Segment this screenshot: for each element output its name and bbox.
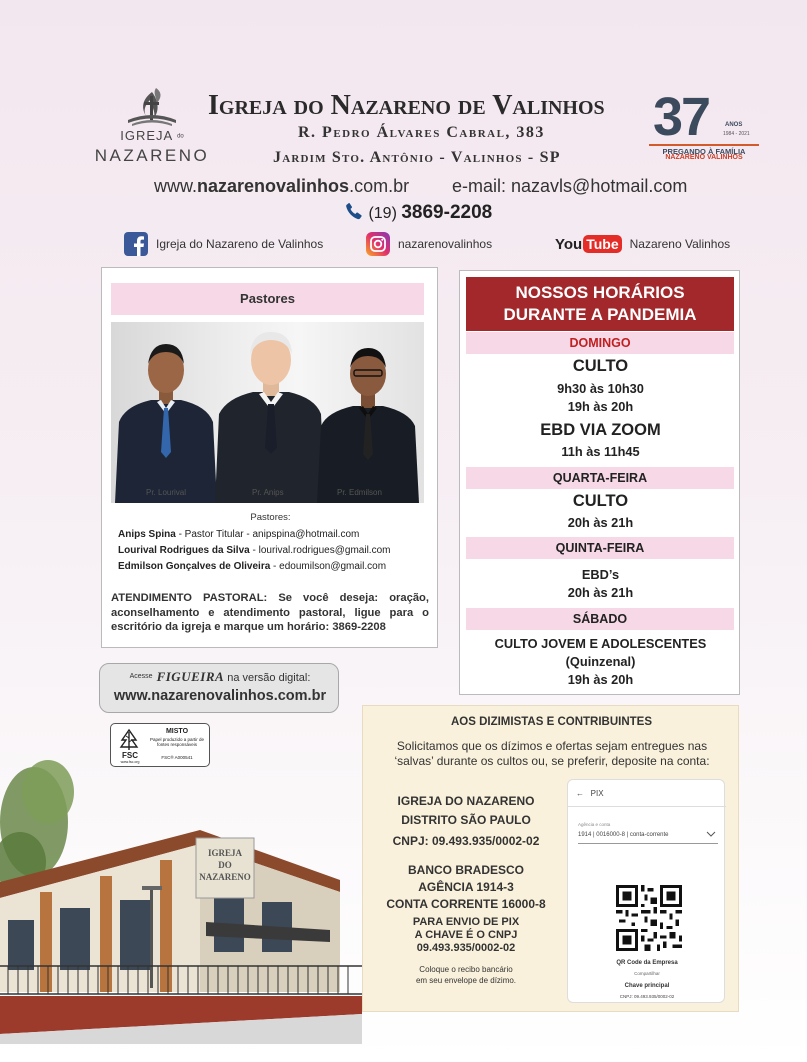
youtube-label: Nazareno Valinhos [629, 237, 731, 251]
org-cnpj: CNPJ: 09.493.935/0002-02 [392, 834, 540, 848]
divider [578, 843, 718, 844]
figueira-digital-banner[interactable] [99, 663, 339, 713]
agency-value[interactable]: 1914 | 0016000-8 | conta-corrente [578, 832, 669, 838]
bank-agency: AGÊNCIA 1914-3 [418, 880, 514, 894]
page-title: Igreja do Nazareno de Valinhos [208, 90, 605, 121]
pix-app-screen [567, 779, 725, 1003]
service-time: 19h às 20h [567, 672, 634, 687]
day-quinta: QUINTA-FEIRA [466, 537, 734, 559]
service-culto: CULTO [572, 492, 629, 510]
key-label: Chave principal [624, 983, 670, 989]
service-ebd-zoom: EBD VIA ZOOM [540, 421, 661, 439]
key-value: CNPJ: 09.493.935/0002-02 [619, 994, 675, 999]
pastors-photo-illustration [111, 322, 424, 503]
receipt-note: em seu envelope de dízimo. [415, 976, 517, 985]
service-jovem: CULTO JOVEM E ADOLESCENTES [494, 636, 707, 651]
instagram-icon [366, 232, 390, 256]
anniversary-badge [643, 87, 758, 172]
flame-cross-icon [122, 86, 182, 128]
receipt-note: Coloque o recibo bancário [419, 965, 513, 974]
service-time: 20h às 21h [567, 515, 634, 530]
pastor-row: Lourival Rodrigues da Silva - lourival.rodrigues@gmail.com [118, 545, 391, 556]
back-arrow-icon[interactable]: ← [576, 789, 584, 798]
logo-text-igreja: IGREJA do [120, 128, 184, 143]
badge-anos: ANOS [725, 122, 743, 128]
youtube-link[interactable] [555, 230, 730, 258]
tithes-panel [362, 705, 739, 1012]
agency-label: Agência e conta [578, 822, 611, 827]
facebook-label: Igreja do Nazareno de Valinhos [156, 237, 324, 251]
pastor-email[interactable]: lourival.rodrigues@gmail.com [258, 545, 391, 556]
photo-caption-anips: Pr. Anips [252, 488, 284, 497]
schedule-title: NOSSOS HORÁRIOS DURANTE A PANDEMIA [466, 277, 734, 331]
pastor-email[interactable]: anipspina@hotmail.com [252, 529, 360, 540]
photo-caption-lourival: Pr. Lourival [146, 488, 187, 497]
service-time: 11h às 11h45 [561, 444, 640, 459]
badge-church: NAZARENO VALINHOS [665, 154, 743, 161]
fsc-label: FSC www.fsc.org MISTO Papel produzido a partir de fontes responsáveis FSC® A000541 [110, 723, 210, 767]
schedule-panel [459, 270, 740, 695]
figueira-url[interactable]: www.nazarenovalinhos.com.br [113, 688, 327, 704]
pastor-row: Edmilson Gonçalves de Oliveira - edoumilson@gmail.com [118, 561, 387, 572]
pix-instruction: PARA ENVIO DE PIX [412, 916, 520, 928]
pastors-header: Pastores [111, 283, 424, 315]
service-time: 20h às 21h [567, 585, 634, 600]
fsc-tree-icon [117, 728, 141, 752]
phone-icon [344, 201, 364, 221]
pastor-email[interactable]: edoumilson@gmail.com [279, 561, 387, 572]
church-building-image [0, 752, 362, 1044]
qr-title: QR Code da Empresa [616, 960, 678, 966]
day-domingo: DOMINGO [466, 332, 734, 354]
address-street: R. Pedro Álvares Cabral, 383 [298, 124, 545, 141]
org-name: IGREJA DO NAZARENO [397, 794, 535, 808]
service-ebds: EBD’s [581, 567, 620, 582]
pastors-panel [101, 267, 438, 648]
share-link[interactable]: Compartilhar [634, 971, 660, 976]
service-time: 19h às 20h [567, 399, 634, 414]
address-city: Jardim Sto. Antônio - Valinhos - SP [273, 149, 561, 166]
divider [568, 806, 726, 807]
pastors-list-label: Pastores: [250, 512, 291, 523]
org-district: DISTRITO SÃO PAULO [401, 813, 531, 827]
service-frequency: (Quinzenal) [565, 654, 636, 669]
pastor-row: Anips Spina - Pastor Titular - anipspina@hotmail.com [118, 529, 360, 540]
facebook-link[interactable] [124, 230, 323, 258]
figueira-line: $^{Acesse}$ FIGUEIRA na versão digital: [129, 669, 311, 684]
chevron-down-icon[interactable] [706, 830, 716, 838]
pastoral-care-text: ATENDIMENTO PASTORAL: Se você deseja: oração, aconselhamento e atendimento pastoral, ligue para o escritório da igreja e marque um horário: 3869-2208 [111, 592, 429, 633]
bank-name: BANCO BRADESCO [407, 863, 524, 877]
facebook-icon [124, 232, 148, 256]
service-culto: CULTO [572, 357, 629, 375]
photo-caption-edmilson: Pr. Edmilson [337, 488, 382, 497]
logo-text-nazareno: NAZARENO [94, 146, 210, 165]
pix-header: ← PIX [576, 789, 604, 798]
website-link[interactable]: www.nazarenovalinhos.com.br [154, 176, 410, 196]
church-sign-line: DO [218, 860, 232, 870]
bank-account: CONTA CORRENTE 16000-8 [386, 897, 546, 911]
instagram-link[interactable] [366, 230, 492, 258]
badge-years: 1984 - 2021 [723, 131, 750, 137]
service-time: 9h30 às 10h30 [557, 381, 644, 396]
tithes-text: Solicitamos que os dízimos e ofertas sejam entregues nas ‘salvas’ durante os cultos ou, se preferir, deposite na conta: [394, 739, 710, 768]
pix-instruction: A CHAVE É O CNPJ [414, 929, 518, 941]
badge-slogan: PREGANDO À FAMÍLIA [649, 144, 759, 156]
instagram-label: nazarenovalinhos [398, 237, 493, 251]
badge-number: 37 [653, 87, 710, 147]
pastors-photo [111, 322, 424, 503]
church-sign-line: IGREJA [207, 848, 243, 858]
qr-code-icon [616, 885, 682, 951]
pix-key: 09.493.935/0002-02 [416, 942, 516, 954]
church-sign-line: NAZARENO [199, 872, 251, 882]
email-text[interactable]: e-mail: nazavls@hotmail.com [452, 176, 688, 196]
youtube-icon: You Tube [555, 235, 622, 253]
day-sabado: SÁBADO [466, 608, 734, 630]
church-logo [92, 86, 212, 170]
day-quarta: QUARTA-FEIRA [466, 467, 734, 489]
phone-number[interactable]: (19) 3869-2208 [344, 201, 492, 224]
tithes-title: AOS DIZIMISTAS E CONTRIBUINTES [450, 716, 653, 728]
